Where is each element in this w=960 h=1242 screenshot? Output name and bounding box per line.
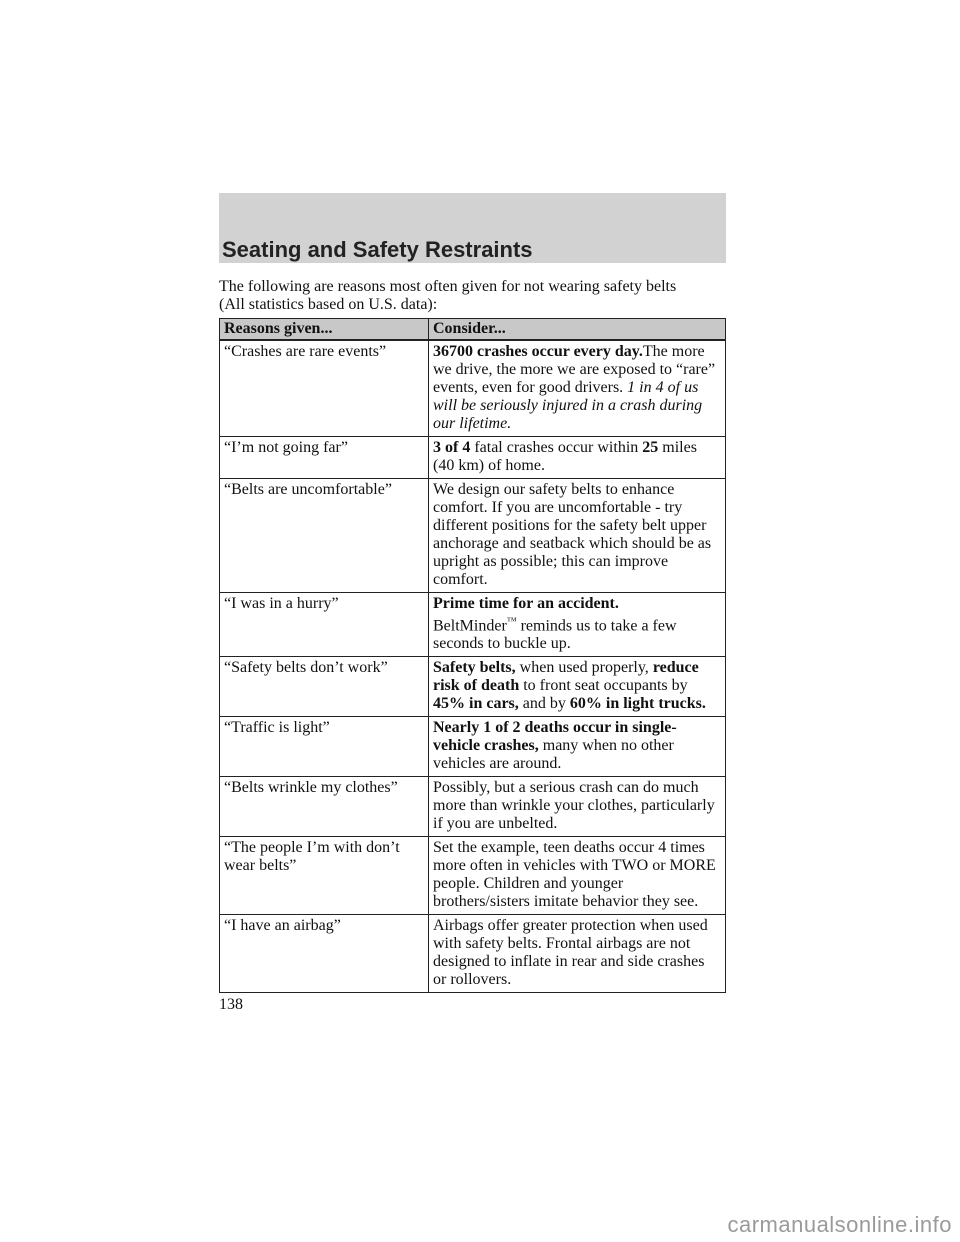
column-header-reasons: Reasons given... xyxy=(220,319,429,341)
consider-text: fatal crashes occur within xyxy=(470,439,643,456)
consider-bold: Nearly 1 of 2 deaths occur in single-vehicle crashes, xyxy=(433,719,677,755)
table-row xyxy=(220,915,726,993)
consider-text: Airbags offer greater protection when used with safety belts. Frontal airbags are not designed to inflate in rear and side crashes or rollovers. xyxy=(433,917,708,989)
intro-line-1: The following are reasons most often given for not wearing safety belts xyxy=(219,278,677,295)
reason-cell: “Crashes are rare events” xyxy=(220,340,429,437)
table-header-row xyxy=(220,319,726,341)
section-title: Seating and Safety Restraints xyxy=(222,237,533,262)
consider-bold: 36700 crashes occur every day. xyxy=(433,343,643,360)
reason-cell: “I have an airbag” xyxy=(220,915,429,993)
consider-bold: reduce risk of death xyxy=(433,659,699,695)
consider-bold: Safety belts, xyxy=(433,659,516,677)
consider-cell xyxy=(429,437,726,479)
consider-cell xyxy=(429,479,726,593)
trademark-mark: ™ xyxy=(506,616,517,627)
table-row xyxy=(220,777,726,837)
column-header-consider: Consider... xyxy=(429,319,726,341)
consider-text: Set the example, teen deaths occur 4 times more often in vehicles with TWO or MORE people. Children and younger brothers/sisters imitate behavior they see. xyxy=(433,839,716,911)
consider-text: miles (40 km) of home. xyxy=(433,439,697,474)
consider-cell xyxy=(429,837,726,915)
consider-text: and by xyxy=(518,695,570,713)
table-row xyxy=(220,479,726,593)
reason-cell: “Safety belts don’t work” xyxy=(220,657,429,717)
consider-bold: Prime time for an accident. xyxy=(433,595,619,612)
consider-text: to front seat occupants by xyxy=(519,677,688,695)
table-row xyxy=(220,717,726,777)
consider-cell xyxy=(429,717,726,777)
consider-cell xyxy=(429,915,726,993)
consider-text: BeltMinder xyxy=(433,617,507,635)
consider-bold: 3 of 4 xyxy=(433,439,471,456)
consider-text: We design our safety belts to enhance comfort. If you are uncomfortable - try different positions for the safety belt upper anchorage and seatback which should be as upright as possible; this can improve comfort. xyxy=(433,481,712,588)
consider-text: many when no other vehicles are around. xyxy=(433,737,674,773)
reason-cell: “The people I’m with don’t wear belts” xyxy=(220,837,429,915)
table-row xyxy=(220,437,726,479)
reason-cell: “I was in a hurry” xyxy=(220,593,429,657)
consider-cell xyxy=(429,657,726,717)
consider-text: Possibly, but a serious crash can do much more than wrinkle your clothes, particularly if you are unbelted. xyxy=(433,779,715,833)
table-row xyxy=(220,657,726,717)
consider-cell xyxy=(429,593,726,657)
reason-cell: “I’m not going far” xyxy=(220,437,429,479)
consider-cell xyxy=(429,340,726,437)
consider-italic: 1 in 4 of us will be seriously injured in a crash during our lifetime. xyxy=(433,379,703,432)
site-watermark: carmanualsonline.info xyxy=(727,1212,952,1237)
consider-text: when used properly, xyxy=(515,659,653,677)
reason-cell: “Traffic is light” xyxy=(220,717,429,777)
consider-bold: 45% in cars, xyxy=(433,695,519,713)
consider-bold: 25 xyxy=(642,439,659,456)
intro-paragraph xyxy=(219,278,729,314)
safety-belt-reasons-table xyxy=(219,318,726,993)
table-row xyxy=(220,593,726,657)
table-row xyxy=(220,837,726,915)
consider-bold: 60% in light trucks. xyxy=(569,695,706,713)
consider-text: reminds us to take a few seconds to buckle up. xyxy=(433,617,677,653)
reason-cell: “Belts wrinkle my clothes” xyxy=(220,777,429,837)
consider-text: The more we drive, the more we are exposed to “rare” events, even for good drivers. xyxy=(433,343,716,396)
reason-cell: “Belts are uncomfortable” xyxy=(220,479,429,593)
consider-cell xyxy=(429,777,726,837)
table-row xyxy=(220,340,726,437)
intro-line-2: (All statistics based on U.S. data): xyxy=(219,296,438,313)
page-number: 138 xyxy=(219,996,243,1013)
